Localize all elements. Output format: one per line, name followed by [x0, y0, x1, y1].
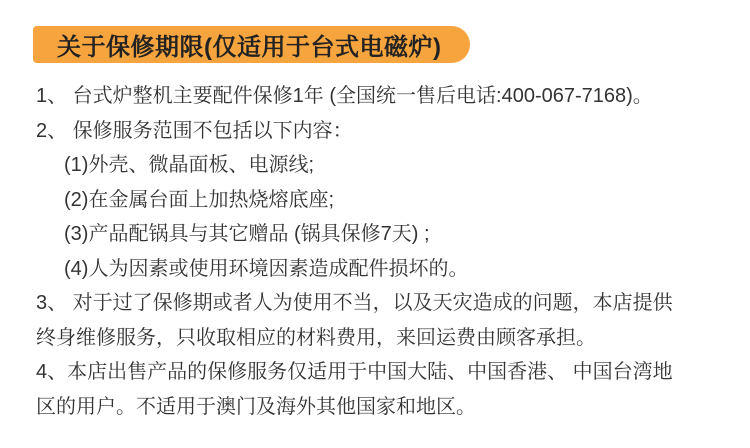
warranty-term-line: 1、 台式炉整机主要配件保修1年 (全国统一售后电话:400-067-7168)。: [36, 85, 653, 107]
warranty-term-line: (3)产品配锅具与其它赠品 (锅具保修7天) ;: [64, 223, 430, 245]
warranty-header-badge: [33, 26, 470, 63]
warranty-term-line: (1)外壳、微晶面板、电源线;: [64, 154, 314, 176]
warranty-term-line: (4)人为因素或使用环境因素造成配件损坏的。: [64, 257, 469, 280]
warranty-term-line: 区的用户。不适用于澳门及海外其他国家和地区。: [36, 395, 476, 418]
warranty-term-line: (2)在金属台面上加热烧熔底座;: [64, 188, 334, 211]
warranty-term-line: 3、 对于过了保修期或者人为使用不当，以及天灾造成的问题，本店提供: [36, 292, 673, 314]
warranty-term-line: 2、 保修服务范围不包括以下内容：: [36, 119, 353, 142]
warranty-term-line: 4、本店出售产品的保修服务仅适用于中国大陆、中国香港、 中国台湾地: [36, 361, 673, 383]
warranty-header-title: 关于保修期限(仅适用于台式电磁炉): [57, 34, 442, 61]
warranty-term-line: 终身维修服务，只收取相应的材料费用，来回运费由顾客承担。: [36, 326, 596, 349]
warranty-terms-list: [0, 79, 750, 424]
